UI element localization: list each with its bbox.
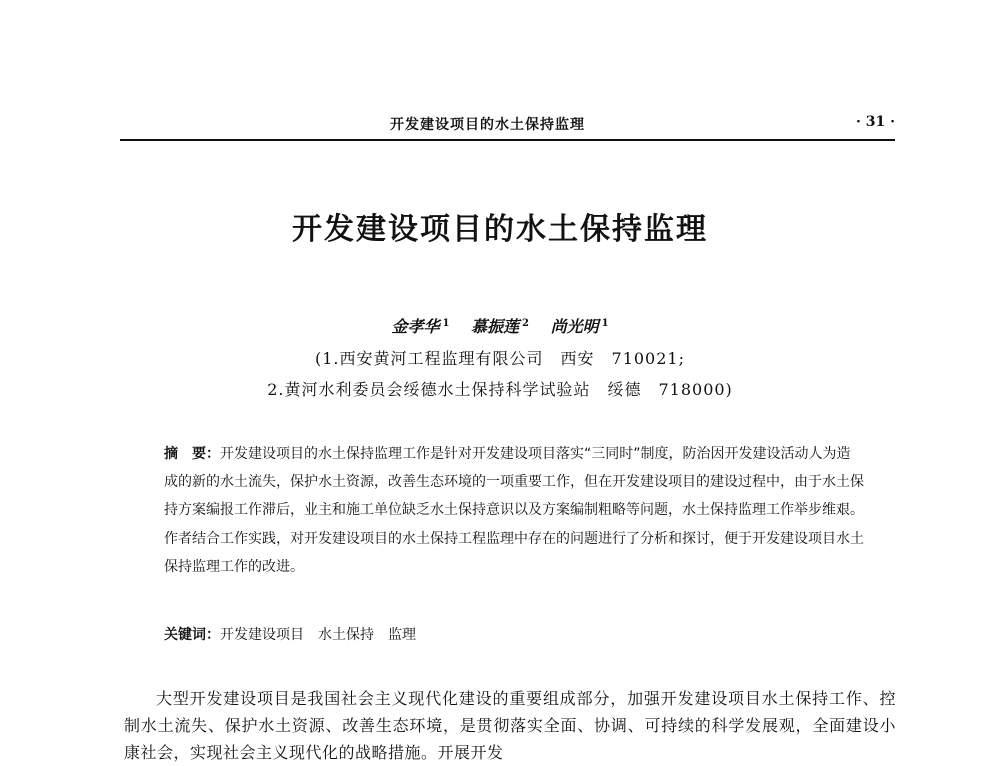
author-affiliation-mark: 1 bbox=[442, 317, 450, 329]
abstract bbox=[164, 440, 864, 581]
header-rule bbox=[120, 139, 895, 141]
body-paragraph: 大型开发建设项目是我国社会主义现代化建设的重要组成部分，加强开发建设项目水土保持工作、控制水土流失、保护水土资源、改善生态环境，是贯彻落实全面、协调、可持续的科学发展观，全面建设小康社会，实现社会主义现代化的战略措施。开展开发 bbox=[124, 689, 896, 762]
keywords bbox=[164, 624, 864, 644]
keyword: 监理 bbox=[388, 627, 416, 643]
affiliation-2: 2.黄河水利委员会绥德水土保持科学试验站 绥德 718000) bbox=[267, 380, 733, 399]
abstract-text: 开发建设项目的水土保持监理工作是针对开发建设项目落实“三同时”制度，防治因开发建设活动人为造成的新的水土流失，保护水土资源，改善生态环境的一项重要工作，但在开发建设项目的建设过程中，由于水土保持方案编报工作滞后，业主和施工单位缺乏水土保持意识以及方案编制粗略等问题，水土保持监理工作举步维艰。作者结合工作实践，对开发建设项目的水土保持工程监理中存在的问题进行了分析和探讨，便于开发建设项目水土保持监理工作的改进。 bbox=[164, 446, 864, 575]
author-affiliation-mark: 2 bbox=[522, 317, 529, 329]
keyword: 开发建设项目 bbox=[220, 627, 304, 643]
running-title: 开发建设项目的水土保持监理 bbox=[390, 117, 585, 133]
page-number: · 31 · bbox=[856, 114, 895, 130]
author-affiliation-mark: 1 bbox=[601, 317, 609, 329]
author-name: 尚光明 bbox=[550, 317, 599, 336]
author-list bbox=[0, 314, 1000, 337]
author bbox=[391, 317, 449, 336]
keywords-label: 关键词： bbox=[164, 627, 220, 643]
running-header bbox=[120, 114, 895, 138]
author-name: 金孝华 bbox=[391, 317, 440, 336]
author-name: 慕振莲 bbox=[471, 317, 520, 336]
keyword: 水土保持 bbox=[318, 627, 374, 643]
paper-title: 开发建设项目的水土保持监理 bbox=[292, 212, 708, 247]
author bbox=[471, 317, 529, 336]
author bbox=[551, 317, 609, 336]
affiliation-1: (1.西安黄河工程监理有限公司 西安 710021; bbox=[315, 349, 685, 368]
abstract-label: 摘 要： bbox=[164, 446, 220, 462]
